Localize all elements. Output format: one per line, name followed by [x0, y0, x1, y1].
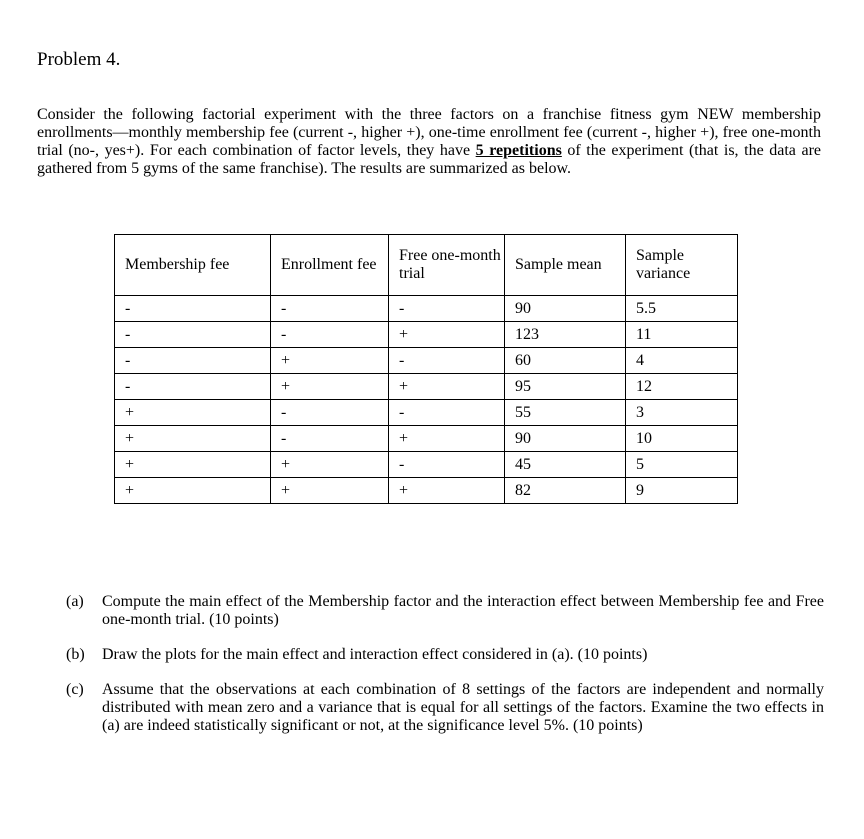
- cell-enrollment-fee: -: [271, 322, 389, 348]
- cell-enrollment-fee: +: [271, 348, 389, 374]
- cell-sample-mean: 55: [505, 400, 626, 426]
- question-label: (b): [66, 646, 85, 663]
- cell-sample-variance: 3: [626, 400, 738, 426]
- cell-free-trial: +: [389, 374, 505, 400]
- table-header-row: [115, 235, 738, 296]
- cell-enrollment-fee: -: [271, 296, 389, 322]
- table-row: [115, 322, 738, 348]
- cell-membership-fee: +: [115, 478, 271, 504]
- cell-membership-fee: -: [115, 322, 271, 348]
- cell-sample-mean: 60: [505, 348, 626, 374]
- cell-sample-mean: 45: [505, 452, 626, 478]
- table-row: [115, 426, 738, 452]
- table-row: [115, 374, 738, 400]
- cell-sample-variance: 4: [626, 348, 738, 374]
- question-label: (a): [66, 593, 84, 610]
- table-row: [115, 296, 738, 322]
- cell-free-trial: -: [389, 296, 505, 322]
- cell-membership-fee: -: [115, 348, 271, 374]
- cell-enrollment-fee: +: [271, 478, 389, 504]
- question-list: [66, 593, 824, 752]
- cell-free-trial: +: [389, 426, 505, 452]
- cell-sample-variance: 12: [626, 374, 738, 400]
- results-table-container: [114, 234, 738, 504]
- cell-membership-fee: -: [115, 296, 271, 322]
- cell-sample-variance: 11: [626, 322, 738, 348]
- cell-sample-variance: 9: [626, 478, 738, 504]
- header-sample-mean: Sample mean: [505, 235, 626, 296]
- cell-sample-mean: 82: [505, 478, 626, 504]
- cell-sample-mean: 95: [505, 374, 626, 400]
- results-table: [114, 234, 738, 504]
- cell-free-trial: -: [389, 452, 505, 478]
- question-text: Compute the main effect of the Membership factor and the interaction effect between Membership fee and Free one-month trial. (10 points): [102, 593, 824, 628]
- intro-emphasis: 5 repetitions: [475, 142, 562, 159]
- intro-text-start: Consider the following factorial experiment with the three factors on a franchise fitness gym NEW membership enrollments—monthly membership fee (current -, higher +), one-time enrollment fee (current -, higher +), free one-month trial (no-, yes+). For each combination of factor levels, they have: [37, 106, 821, 159]
- cell-enrollment-fee: -: [271, 426, 389, 452]
- cell-sample-variance: 5: [626, 452, 738, 478]
- question-item: [66, 593, 824, 629]
- cell-membership-fee: +: [115, 426, 271, 452]
- question-text: Assume that the observations at each combination of 8 settings of the factors are independent and normally distributed with mean zero and a variance that is equal for all settings of the factors. Examine the two effects in (a) are indeed statistically significant or not, at the significance level 5%. (10 points): [102, 681, 824, 734]
- cell-sample-mean: 123: [505, 322, 626, 348]
- cell-membership-fee: +: [115, 452, 271, 478]
- header-sample-variance: Sample variance: [626, 235, 738, 296]
- intro-text-end: of the experiment (that is, the data are gathered from 5 gyms of the same franchise). The results are summarized as below.: [37, 142, 821, 177]
- cell-sample-mean: 90: [505, 426, 626, 452]
- cell-free-trial: -: [389, 348, 505, 374]
- cell-free-trial: -: [389, 400, 505, 426]
- cell-sample-variance: 5.5: [626, 296, 738, 322]
- table-row: [115, 400, 738, 426]
- cell-sample-mean: 90: [505, 296, 626, 322]
- question-item: [66, 681, 824, 735]
- intro-paragraph: [37, 106, 821, 178]
- cell-membership-fee: -: [115, 374, 271, 400]
- cell-membership-fee: +: [115, 400, 271, 426]
- table-row: [115, 478, 738, 504]
- table-row: [115, 452, 738, 478]
- header-membership-fee: Membership fee: [115, 235, 271, 296]
- cell-enrollment-fee: +: [271, 452, 389, 478]
- question-label: (c): [66, 681, 84, 698]
- cell-free-trial: +: [389, 478, 505, 504]
- problem-title: Problem 4.: [37, 49, 121, 70]
- cell-sample-variance: 10: [626, 426, 738, 452]
- table-row: [115, 348, 738, 374]
- cell-free-trial: +: [389, 322, 505, 348]
- cell-enrollment-fee: +: [271, 374, 389, 400]
- header-free-trial: Free one-month trial: [389, 235, 505, 296]
- question-text: Draw the plots for the main effect and interaction effect considered in (a). (10 points): [102, 646, 648, 663]
- cell-enrollment-fee: -: [271, 400, 389, 426]
- header-enrollment-fee: Enrollment fee: [271, 235, 389, 296]
- question-item: [66, 646, 824, 664]
